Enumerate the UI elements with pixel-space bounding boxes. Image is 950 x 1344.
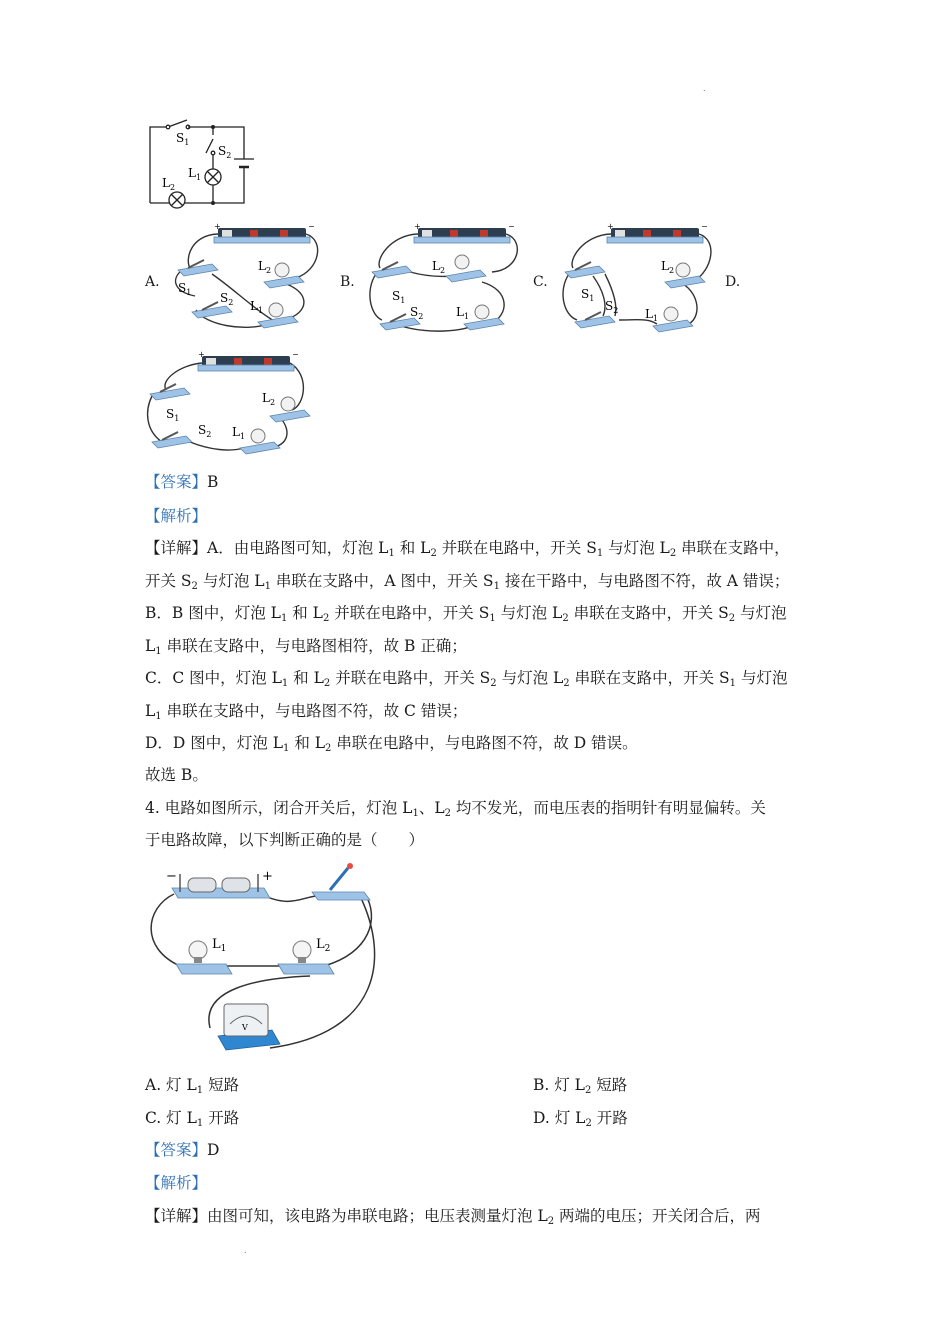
page-mark-bottom: . (244, 1246, 247, 1255)
option-d-figure (140, 350, 315, 460)
q4-label-l2: $L_2$ (316, 937, 331, 954)
q3-conclusion: 故选 B。 (145, 766, 208, 784)
q4-analysis-heading: 【解析】 (145, 1174, 208, 1192)
schematic-label-s2: $S_2$ (218, 144, 232, 160)
svg-text:−: − (308, 222, 315, 231)
q4-option-d: D. 灯 $L_2$ 开路 (533, 1109, 628, 1129)
option-d-letter: D. (725, 274, 741, 290)
q3-detail-line-2: 开关 $S_2$ 与灯泡 $L_1$ 串联在支路中，A 图中，开关 $S_1$ 接在干路中，与电路图不符，故 A 错误； (145, 572, 790, 592)
q4-option-a: A. 灯 $L_1$ 短路 (145, 1076, 240, 1096)
option-c-figure (553, 220, 713, 345)
option-a-letter: A. (145, 274, 160, 290)
svg-text:S2: $S_2$ (410, 305, 424, 321)
voltmeter-label: V (242, 1023, 248, 1032)
q4-stem-line-1: 4. 电路如图所示，闭合开关后，灯泡 $L_1$、$L_2$ 均不发光，而电压表的指明针有明显偏转。关 (145, 799, 766, 819)
q4-circuit-figure (140, 858, 385, 1058)
svg-text:+: + (414, 222, 421, 231)
option-c-letter: C. (533, 274, 548, 290)
svg-text:S2: $S_2$ (220, 291, 234, 307)
q3-detail-line-3: B．B 图中，灯泡 $L_1$ 和 $L_2$ 并联在电路中，开关 $S_1$ 与灯泡 $L_2$ 串联在支路中，开关 $S_2$ 与灯泡 (145, 604, 787, 624)
q3-detail-line-4: $L_1$ 串联在支路中，与电路图相符，故 B 正确； (145, 637, 467, 657)
schematic-label-l1: $L_1$ (188, 166, 202, 182)
svg-text:−: − (292, 350, 299, 359)
q3-detail-line-1: 【详解】A．由电路图可知，灯泡 $L_1$ 和 $L_2$ 并联在电路中，开关 $S_1$ 与灯泡 $L_2$ 串联在支路中， (145, 539, 790, 559)
option-b-letter: B. (340, 274, 355, 290)
q3-detail-line-7: D．D 图中，灯泡 $L_1$ 和 $L_2$ 串联在电路中，与电路图不符，故 D 错误。 (145, 734, 638, 754)
svg-text:L2: $L_2$ (661, 259, 675, 275)
svg-text:S2: $S_2$ (605, 299, 619, 315)
battery-plus-label: + (262, 869, 273, 884)
svg-text:L2: $L_2$ (262, 391, 276, 407)
option-b-figure (360, 220, 520, 345)
q4-detail-line-1: 【详解】由图可知，该电路为串联电路；电压表测量灯泡 $L_2$ 两端的电压；开关闭合后，两 (145, 1207, 761, 1227)
q4-label-l1: $L_1$ (212, 937, 227, 954)
svg-text:L1: $L_1$ (232, 425, 246, 441)
schematic-label-s1: $S_1$ (176, 131, 190, 147)
svg-text:L2: $L_2$ (432, 259, 446, 275)
svg-text:+: + (607, 222, 614, 231)
option-a-figure (160, 220, 320, 345)
svg-text:S1: $S_1$ (581, 287, 595, 303)
svg-text:S2: $S_2$ (198, 423, 212, 439)
q3-answer: 【答案】B (145, 473, 219, 491)
q3-detail-line-6: $L_1$ 串联在支路中，与电路图不符，故 C 错误； (145, 702, 468, 722)
svg-text:−: − (701, 222, 708, 231)
svg-text:L1: $L_1$ (645, 307, 659, 323)
q3-analysis-heading: 【解析】 (145, 507, 208, 525)
q4-answer: 【答案】D (145, 1141, 220, 1159)
svg-text:+: + (214, 222, 221, 231)
svg-text:−: − (508, 222, 515, 231)
svg-text:L1: $L_1$ (456, 305, 470, 321)
q4-option-b: B. 灯 $L_2$ 短路 (533, 1076, 628, 1096)
svg-text:S1: $S_1$ (166, 407, 180, 423)
svg-text:S1: $S_1$ (178, 281, 192, 297)
q4-stem-line-2: 于电路故障，以下判断正确的是（ ） (145, 831, 425, 849)
page-mark: . (703, 84, 706, 93)
svg-text:L2: $L_2$ (258, 259, 272, 275)
circuit-schematic (140, 115, 280, 215)
q3-detail-line-5: C．C 图中，灯泡 $L_1$ 和 $L_2$ 并联在电路中，开关 $S_2$ 与灯泡 $L_2$ 串联在支路中，开关 $S_1$ 与灯泡 (145, 669, 788, 689)
battery-minus-label: − (166, 869, 177, 884)
svg-text:+: + (198, 350, 205, 359)
schematic-label-l2: $L_2$ (162, 176, 176, 192)
q4-option-c: C. 灯 $L_1$ 开路 (145, 1109, 240, 1129)
svg-text:L1: $L_1$ (250, 299, 264, 315)
svg-text:S1: $S_1$ (392, 289, 406, 305)
